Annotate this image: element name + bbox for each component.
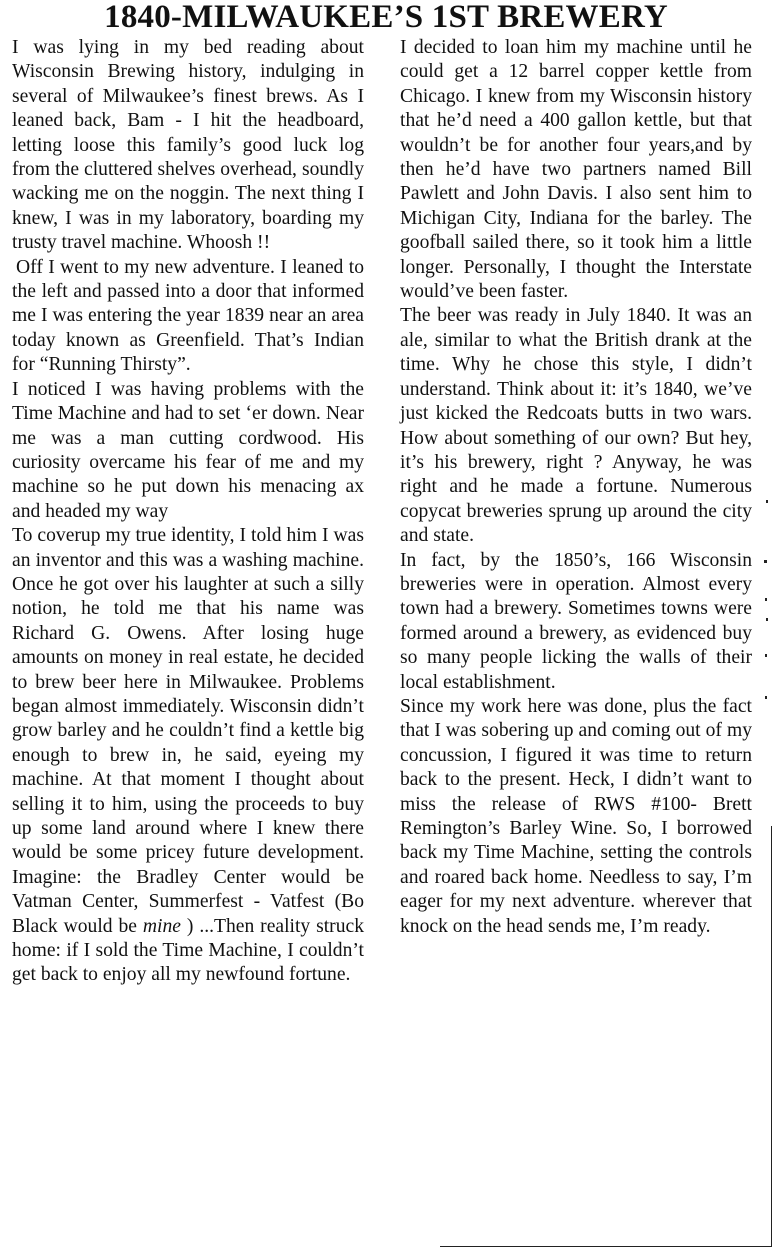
article-title: 1840-MILWAUKEE’S 1ST BREWERY [104,0,668,35]
print-speck [766,500,768,503]
bottom-rule [440,1246,772,1247]
paragraph: Since my work here was done, plus the fact that I was sobering up and coming out of my concussion, I figured it was time to return back to the present. Heck, I didn’t want to miss the release of RWS #100- Brett Remington’s Barley Wine. So, I borrowed back my Time Machine, setting the controls and roared back home. Needless to say, I’m eager for my next adventure. wherever that knock on the head sends me, I’m ready. [400,695,752,937]
print-speck [764,560,767,563]
paragraph: Off I went to my new adventure. I leaned to the left and passed into a door that informed me I was entering the year 1839 near an area today known as Greenfield. That’s Indian for “Running Thirsty”. [12,256,364,376]
print-speck [765,598,767,601]
paragraph: I decided to loan him my machine until he could get a 12 barrel copper kettle from Chicago. I knew from my Wisconsin history that he’d need a 400 gallon kettle, but that wouldn’t be for another four years,and by then he’d have two partners named Bill Pawlett and John Davis. I also sent him to Michigan City, Indiana for the barley. The goofball sailed there, so it took him a little longer. Personally, I thought the Interstate would’ve been faster. [400,37,752,303]
paragraph: The beer was ready in July 1840. It was an ale, similar to what the British drank at the time. Why he chose this style, I didn’t understand. Think about it: it’s 1840, we’ve just kicked the Redcoats butts in two wars. How about something of our own? But hey, it’s his brewery, right ? Anyway, he was right and he made a fortune. Numerous copycat breweries sprung up around the city and state. [400,305,752,547]
paragraph: I noticed I was having problems with the Time Machine and had to set ‘er down. Near me was a man cutting cordwood. His curiosity overcame his fear of me and my machine so he put down his menacing ax and headed my way [12,378,364,522]
print-speck [766,618,768,621]
paragraph [12,524,364,988]
paragraph: I was lying in my bed reading about Wisconsin Brewing history, indulging in several of Milwaukee’s finest brews. As I leaned back, Bam - I hit the headboard, letting loose this family’s good luck log from the cluttered shelves overhead, soundly wacking me on the noggin. The next thing I knew, I was in my laboratory, boarding my trusty travel machine. Whoosh !! [12,37,364,254]
emphasis-mine: mine [142,915,181,937]
paragraph-tail: ) ...Then reality struck home: if I sold the Time Machine, I couldn’t get back to enjoy all my newfound fortune. [12,915,364,986]
print-speck [765,696,767,699]
paragraph: In fact, by the 1850’s, 166 Wisconsin breweries were in operation. Almost every town had a brewery. Sometimes towns were formed around a brewery, as evidenced buy so many people licking the walls of their local establishment. [400,549,752,693]
print-speck [765,654,767,657]
paragraph-text: To coverup my true identity, I told him I was an inventor and this was a washing machine. Once he got over his laughter at such a silly notion, he told me that his name was Richard G. Owens. After losing huge amounts on money in real estate, he decided to brew beer here in Milwaukee. Problems began almost immediately. Wisconsin didn’t grow barley and he couldn’t find a kettle big enough to brew in, he said, eyeing my machine. At that moment I thought about selling it to him, using the proceeds to buy up some land around where I knew there would be some pricey future development. Imagine: the Bradley Center would be Vatman Center, Summerfest - Vatfest (Bo Black would be [12,525,364,937]
right-column [400,36,752,939]
left-column [12,36,364,988]
